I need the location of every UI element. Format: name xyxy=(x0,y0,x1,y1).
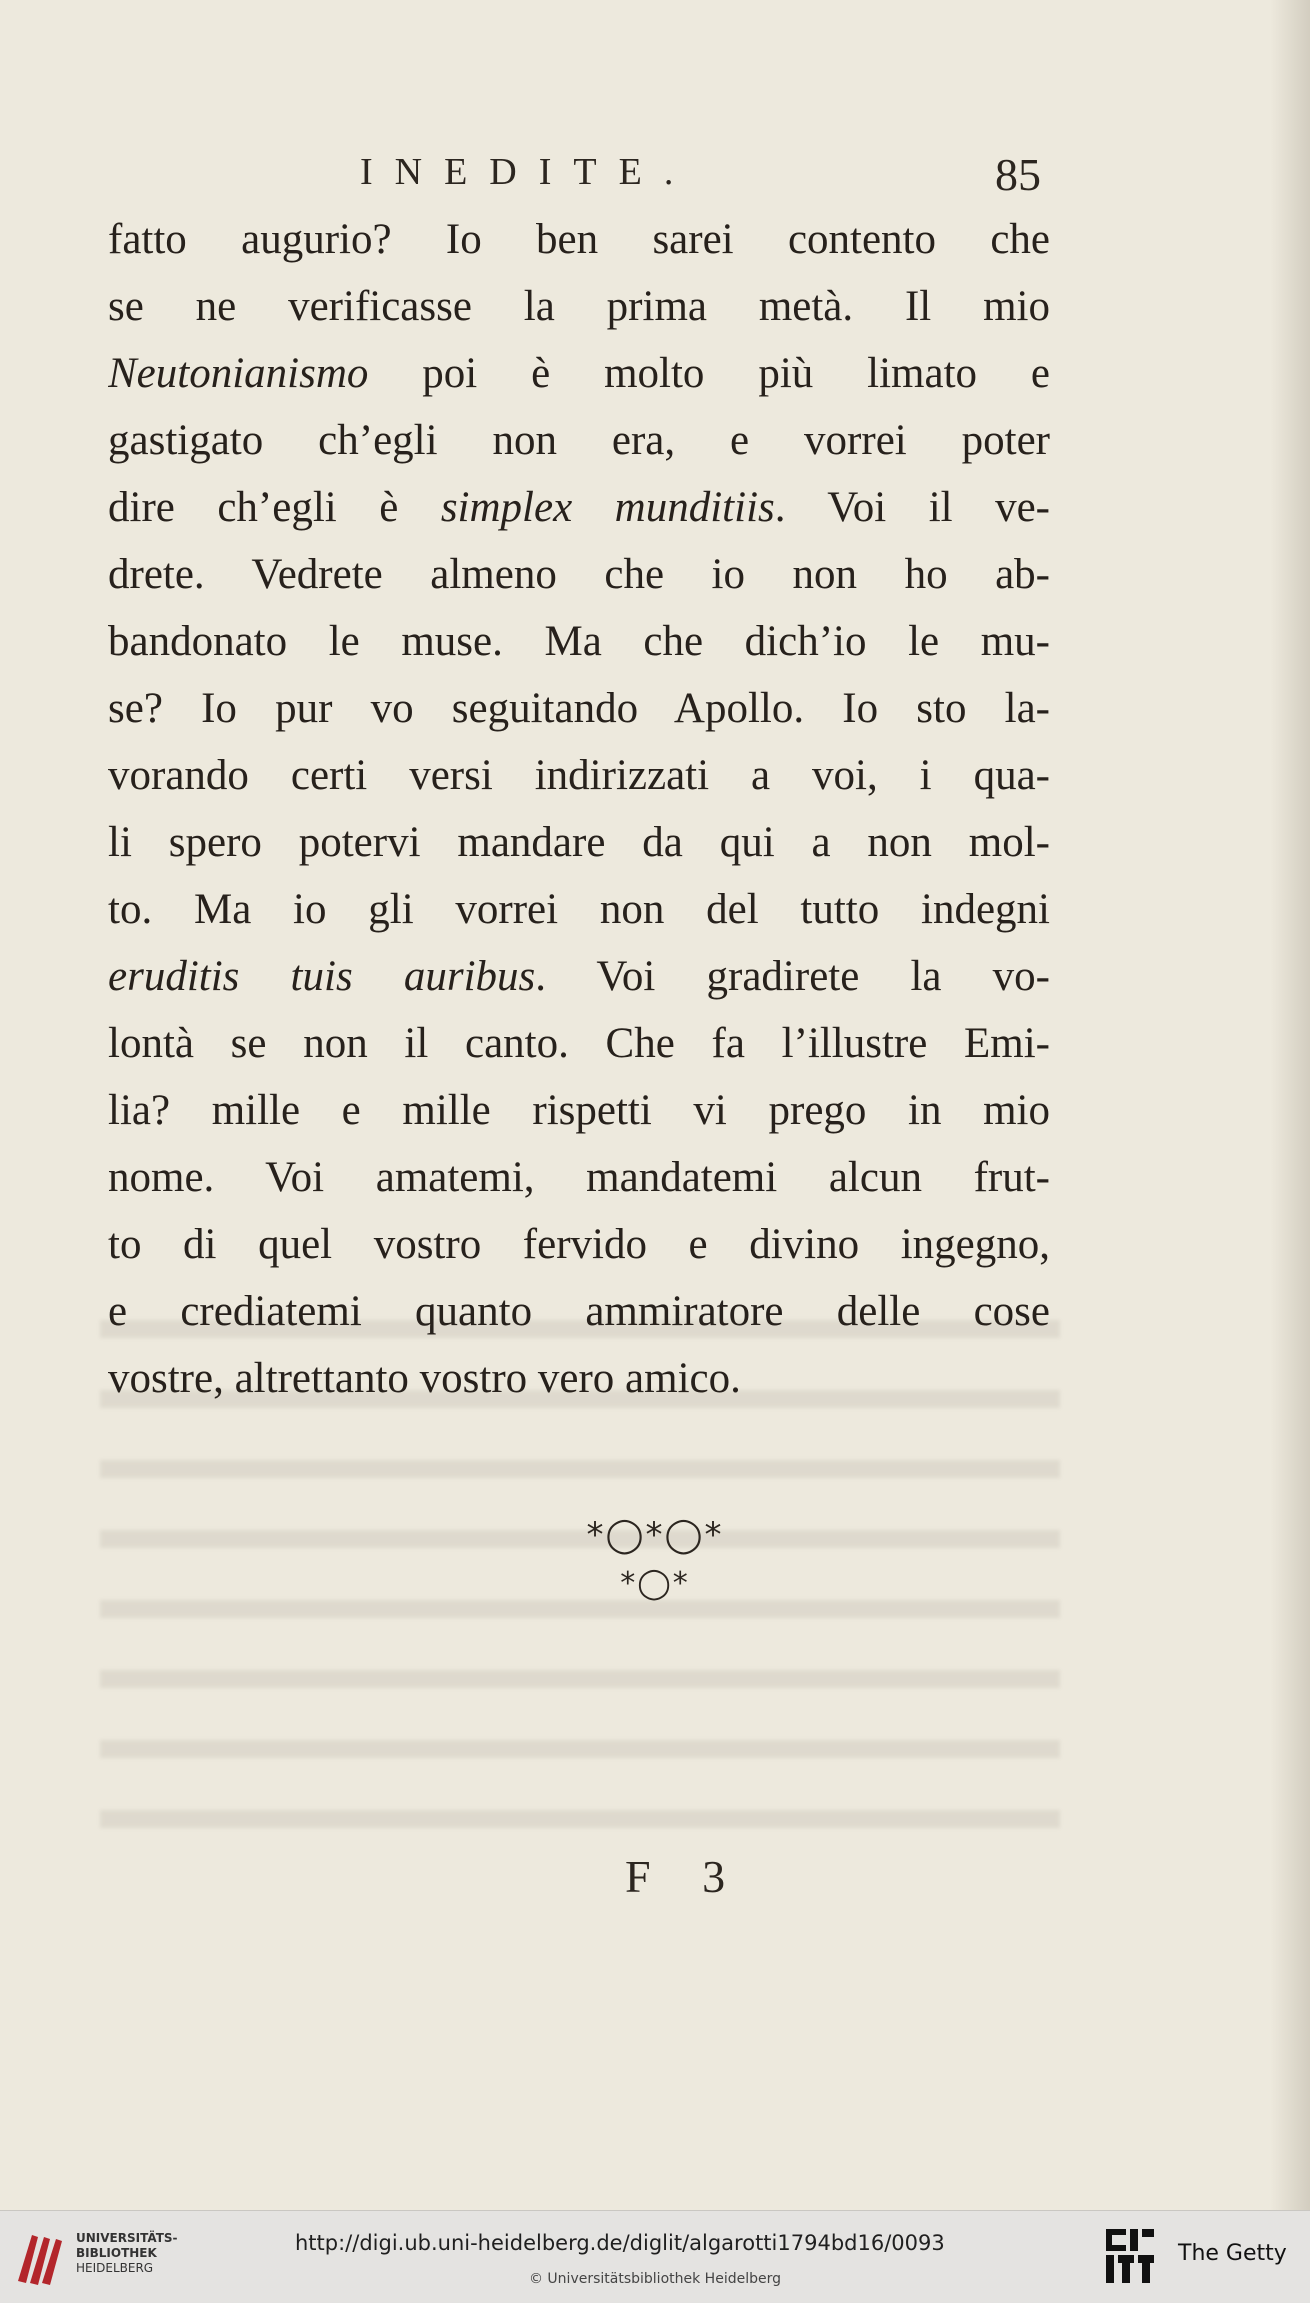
text-run: vorando certi versi indirizzati a voi, i qua- xyxy=(108,752,1050,799)
university-name-line2: BIBLIOTHEK xyxy=(76,2246,157,2260)
text-run: li spero potervi mandare da qui a non mol- xyxy=(108,819,1050,866)
text-run: nome. Voi amatemi, mandatemi alcun frut- xyxy=(108,1154,1050,1201)
page-number: 85 xyxy=(995,149,1041,200)
text-line xyxy=(108,1278,1050,1345)
text-run: lia? mille e mille rispetti vi prego in mio xyxy=(108,1087,1050,1134)
text-run: e crediatemi quanto ammiratore delle cose xyxy=(108,1288,1050,1335)
text-run: . Voi gradirete la vo- xyxy=(535,953,1050,1000)
text-run: drete. Vedrete almeno che io non ho ab- xyxy=(108,551,1050,598)
text-run: fatto augurio? Io ben sarei contento che xyxy=(108,216,1050,263)
copyright-notice: © Universitätsbibliothek Heidelberg xyxy=(528,2271,781,2287)
text-line xyxy=(108,876,1050,943)
viewer-footer xyxy=(0,2210,1310,2303)
text-line xyxy=(108,407,1050,474)
text-run: to. Ma io gli vorrei non del tutto indegni xyxy=(108,886,1050,933)
text-line xyxy=(108,1144,1050,1211)
italic-text-run: eruditis tuis auribus xyxy=(108,953,536,1000)
text-run: vostre, altrettanto vostro vero amico. xyxy=(108,1355,741,1402)
ornament-top: *◯*◯* xyxy=(586,1515,724,1555)
text-run: to di quel vostro fervido e divino ingegno, xyxy=(108,1221,1050,1268)
text-line xyxy=(108,273,1050,340)
italic-text-run: simplex munditiis xyxy=(440,484,775,531)
text-run: . Voi il ve- xyxy=(774,484,1050,531)
text-run: poi è molto più limato e xyxy=(368,350,1050,397)
text-line xyxy=(108,1211,1050,1278)
text-line xyxy=(108,1345,1050,1412)
text-run: gastigato ch’egli non era, e vorrei poter xyxy=(108,417,1050,464)
university-name xyxy=(76,2231,178,2276)
text-line xyxy=(108,675,1050,742)
text-run: bandonato le muse. Ma che dich’io le mu- xyxy=(108,618,1050,665)
university-name-line1: UNIVERSITÄTS- xyxy=(76,2231,178,2245)
text-line xyxy=(108,809,1050,876)
text-line xyxy=(108,541,1050,608)
text-line xyxy=(108,206,1050,273)
text-line xyxy=(108,1077,1050,1144)
text-run: se? Io pur vo seguitando Apollo. Io sto la- xyxy=(108,685,1050,732)
text-line xyxy=(108,742,1050,809)
university-name-line3: HEIDELBERG xyxy=(76,2261,154,2275)
text-run: lontà se non il canto. Che fa l’illustre Emi- xyxy=(108,1020,1050,1067)
permalink-url[interactable]: http://digi.ub.uni-heidelberg.de/diglit/algarotti1794bd16/0093 xyxy=(295,2231,945,2255)
ornament-bottom: *◯* xyxy=(620,1566,690,1601)
text-run: se ne verificasse la prima metà. Il mio xyxy=(108,283,1050,330)
text-line xyxy=(108,943,1050,1010)
text-line xyxy=(108,474,1050,541)
sponsor-name: The Getty xyxy=(1178,2241,1287,2266)
text-line xyxy=(108,340,1050,407)
getty-logo-icon xyxy=(1102,2225,1158,2289)
page-edge-shadow xyxy=(1270,0,1310,2210)
text-line xyxy=(108,608,1050,675)
text-run: dire ch’egli è xyxy=(108,484,441,531)
signature-mark: F 3 xyxy=(625,1851,746,1902)
body-text xyxy=(108,206,1050,1412)
italic-text-run: Neutonianismo xyxy=(108,350,369,397)
text-line xyxy=(108,1010,1050,1077)
running-head: INEDITE. xyxy=(360,151,696,193)
